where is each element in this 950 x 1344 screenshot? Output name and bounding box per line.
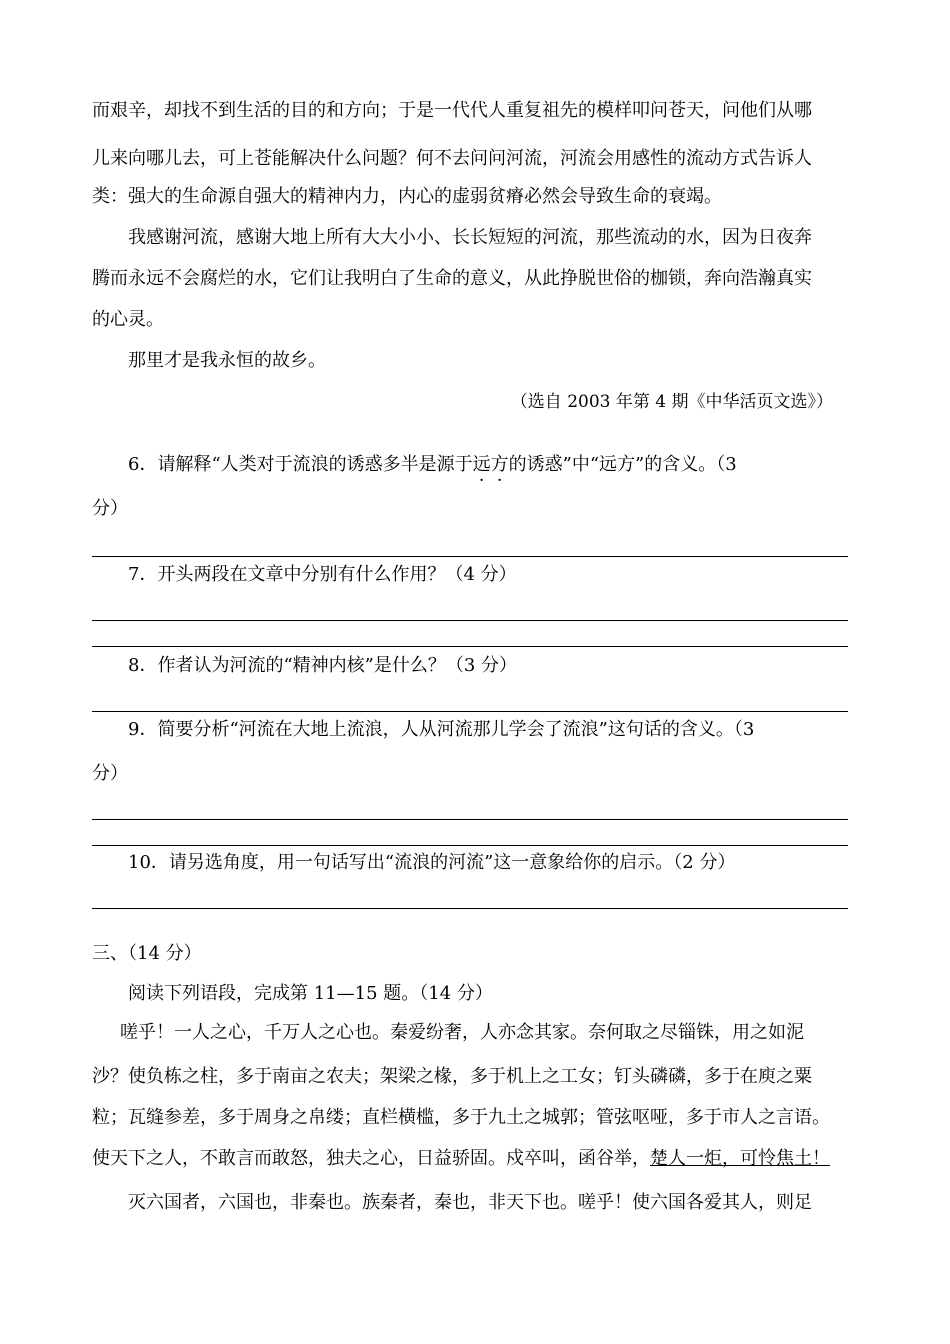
passage-line: 儿来向哪儿去，可上苍能解决什么问题？何不去问问河流，河流会用感性的流动方式告诉人 [92, 148, 812, 169]
underlined-phrase: 楚人一炬，可怜焦土！ [650, 1148, 830, 1169]
question-8: 8．作者认为河流的“精神内核”是什么？（3 分） [128, 655, 518, 676]
section-3-instruction: 阅读下列语段，完成第 11—15 题。（14 分） [128, 983, 493, 1004]
answer-line [92, 908, 848, 909]
passage-line: 而艰辛，却找不到生活的目的和方向；于是一代代人重复祖先的模样叩问苍天，问他们从哪 [92, 100, 812, 121]
passage-line: 类：强大的生命源自强大的精神内力，内心的虚弱贫瘠必然会导致生命的衰竭。 [92, 186, 722, 207]
question-6-continued: 分） [92, 498, 128, 519]
emphasis-char: 远 [472, 454, 491, 475]
answer-line [92, 646, 848, 647]
question-7: 7．开头两段在文章中分别有什么作用？（4 分） [128, 564, 517, 585]
classical-text-line [92, 1146, 830, 1172]
classical-text-line: 粒；瓦缝参差，多于周身之帛缕；直栏横槛，多于九土之城郭；管弦呕哑，多于市人之言语。 [92, 1107, 830, 1128]
classical-text-line: 嗟乎！一人之心，千万人之心也。秦爱纷奢，人亦念其家。奈何取之尽锱铢，用之如泥 [120, 1022, 804, 1043]
question-9: 9．简要分析“河流在大地上流浪，人从河流那儿学会了流浪”这句话的含义。（3 [128, 719, 755, 740]
answer-line [92, 620, 848, 621]
classical-text-line: 沙？使负栋之柱，多于南亩之农夫；架梁之椽，多于机上之工女；钉头磷磷，多于在庾之粟 [92, 1066, 812, 1087]
question-9-continued: 分） [92, 763, 128, 784]
answer-line [92, 819, 848, 820]
emphasis-char: 方 [490, 454, 509, 475]
question-6-text: 的诱惑”中“远方”的含义。（3 [508, 454, 737, 475]
classical-text-plain: 使天下之人，不敢言而敢怒，独夫之心，日益骄固。戍卒叫，函谷举， [92, 1148, 650, 1169]
question-6 [128, 452, 737, 478]
classical-text-line: 灭六国者，六国也，非秦也。族秦者，秦也，非天下也。嗟乎！使六国各爱其人，则足 [128, 1192, 812, 1213]
answer-line [92, 711, 848, 712]
passage-source: （选自 2003 年第 4 期《中华活页文选》） [510, 392, 833, 412]
answer-line [92, 845, 848, 846]
answer-line [92, 556, 848, 557]
passage-line: 腾而永远不会腐烂的水，它们让我明白了生命的意义，从此挣脱世俗的枷锁，奔向浩瀚真实 [92, 268, 812, 289]
question-6-text: 6．请解释“人类对于流浪的诱惑多半是源于 [128, 454, 473, 475]
passage-line: 那里才是我永恒的故乡。 [128, 350, 326, 371]
passage-line: 的心灵。 [92, 309, 164, 330]
question-10: 10．请另选角度，用一句话写出“流浪的河流”这一意象给你的启示。（2 分） [128, 852, 736, 873]
passage-line: 我感谢河流，感谢大地上所有大大小小、长长短短的河流，那些流动的水，因为日夜奔 [128, 227, 812, 248]
section-3-heading: 三、（14 分） [92, 943, 202, 964]
